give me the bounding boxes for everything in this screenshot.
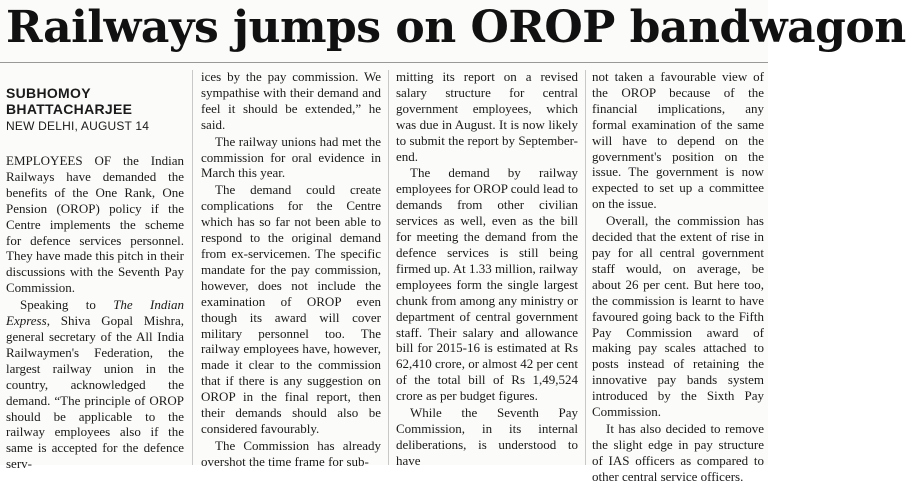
paragraph: The railway unions had met the commission for oral evidence in March this year.	[201, 133, 381, 181]
paragraph: ices by the pay commission. We sympathise with their demand and feel it should be extended,” he said.	[201, 69, 381, 132]
text-run: , Shiva Gopal Mishra, general secretary of the All India Railwaymen's Federation, the largest railway union in the country, acknowledged the demand. “The principle of OROP should be applicable to the railway employees also if the same is accepted for the defence serv-	[6, 313, 184, 472]
dateline: NEW DELHI, AUGUST 14	[6, 119, 150, 133]
column-divider	[585, 70, 586, 465]
paragraph: EMPLOYEES OF the Indian Railways have demanded the benefits of the One Rank, One Pension (OROP) policy if the Centre implements the scheme for defence services personnel. They have made this pitch in their discussions with the Seventh Pay Commission.	[6, 153, 184, 296]
column-divider	[192, 70, 193, 465]
paragraph: It has also decided to remove the slight edge in pay structure of IAS officers as compared to other central service officers.	[592, 420, 764, 484]
paragraph: The demand could create complications for the Centre which has so far not been able to respond to the original demand from ex-servicemen. The specific mandate for the pay commission, however, does not include the examination of OROP even though its award will cover military personnel too. The railway employees have, however, made it clear to the commission that if there is any suggestion on OROP in the final report, then their demands should also be considered favourably.	[201, 182, 381, 436]
author-name-line1: SUBHOMOY	[6, 85, 91, 101]
article-column-4	[592, 69, 764, 484]
paragraph: not taken a favourable view of the OROP because of the financial implications, any formal examination of the same will have to depend on the government's position on the issue. The government is now expected to set up a committee on the issue.	[592, 69, 764, 212]
publication-name: The Indian Express	[6, 297, 184, 329]
article-column-1	[6, 153, 184, 472]
paragraph	[6, 297, 184, 472]
paragraph: The demand by railway employees for OROP could lead to demands from other civilian services as well, even as the bill for meeting the demand from the defence services is still being firmed up. At 1.33 million, railway employees form the single largest chunk from among any ministry or department of central government staff. Their salary and allowance bill for 2015-16 is estimated at Rs 62,410 crore, or almost 42 per cent of the total bill of Rs 1,49,524 crore as per budget figures.	[396, 165, 578, 404]
paragraph: mitting its report on a revised salary structure for central government employees, which was due in August. It is now likely to submit the report by September-end.	[396, 69, 578, 164]
article-column-3	[396, 69, 578, 468]
byline	[6, 85, 171, 134]
text-run: Speaking to	[20, 297, 114, 313]
column-divider	[388, 70, 389, 465]
headline: Railways jumps on OROP bandwagon	[6, 2, 906, 53]
article-column-2	[201, 69, 381, 469]
paragraph: The Commission has already overshot the time frame for sub-	[201, 437, 381, 469]
paragraph: While the Seventh Pay Commission, in its internal deliberations, is understood to have	[396, 405, 578, 468]
author-name-line2: BHATTACHARJEE	[6, 101, 133, 117]
headline-rule	[0, 62, 768, 63]
paragraph: Overall, the commission has decided that the extent of rise in pay for all central government staff would, on average, be about 26 per cent. But here too, the commission is learnt to have favoured going back to the Fifth Pay Commission award of making pay scales attached to posts instead of retaining the innovative pay bands system introduced by the Sixth Pay Commission.	[592, 213, 764, 420]
